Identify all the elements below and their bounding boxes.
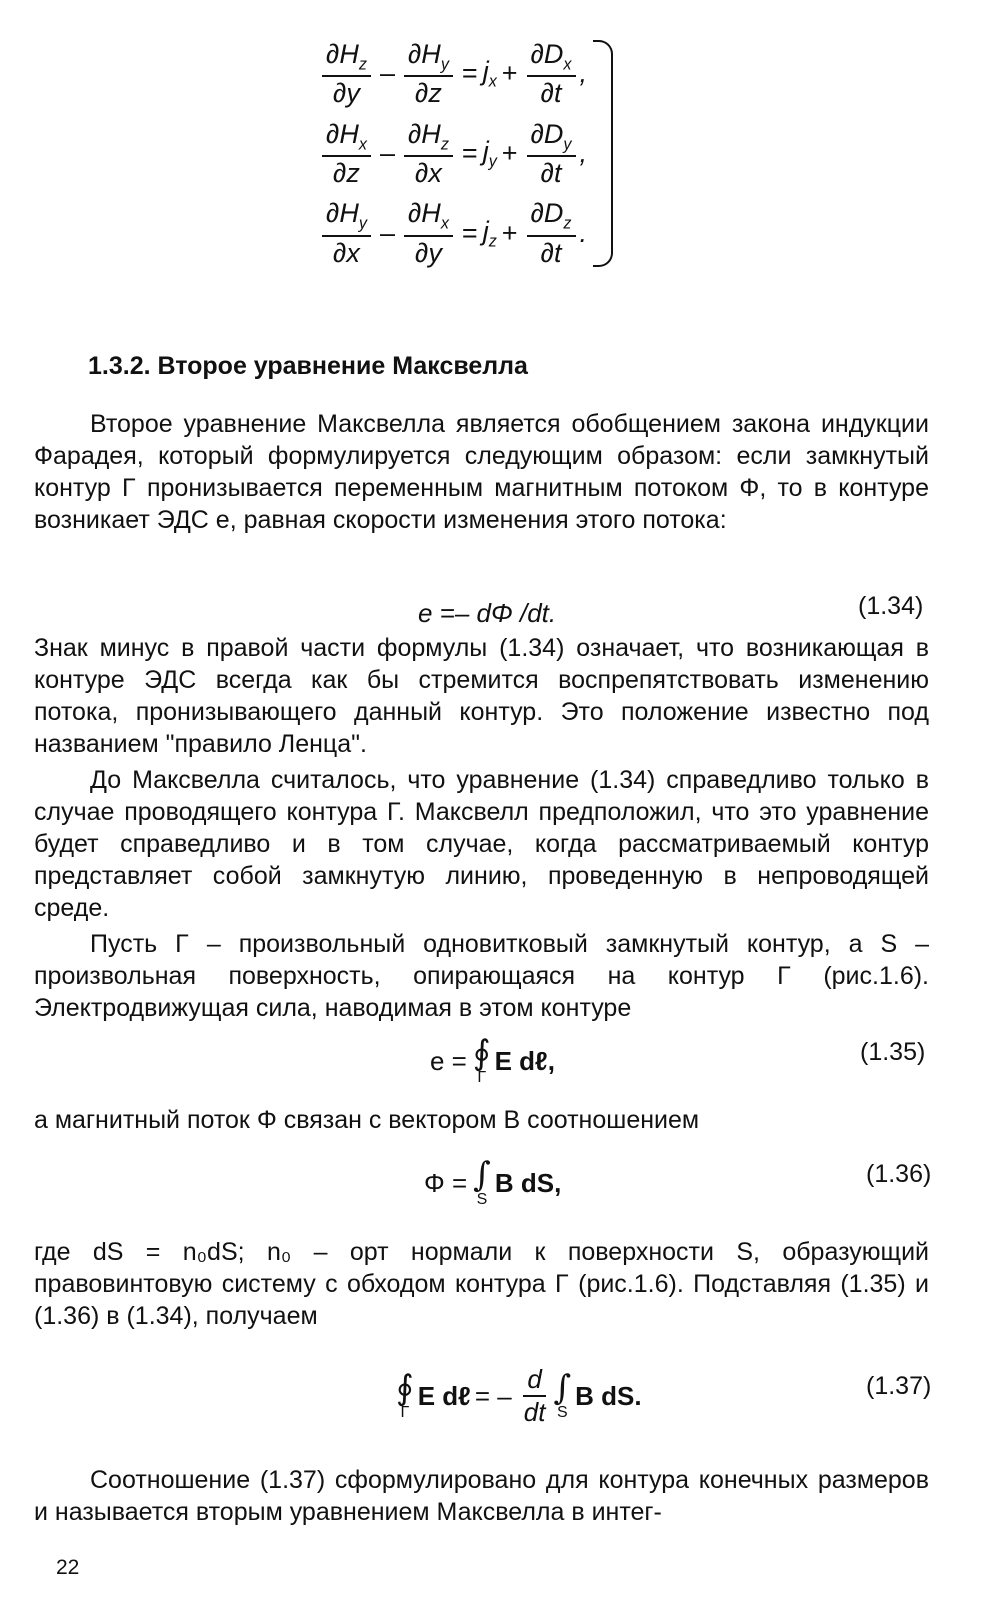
equation-number-1-34: (1.34) — [858, 592, 924, 620]
page-number: 22 — [56, 1556, 80, 1579]
paragraph-5: а магнитный поток Φ связан с вектором B соотношением — [34, 1106, 700, 1134]
equation-row-3: $\frac{\partial H_y}{\partial x}$ – $\frac{\partial H_x}{\partial y}$ = $j_z$ + $\frac{\partial D_z}{\partial t}$ . — [318, 199, 587, 267]
equation-row-2: $\frac{\partial H_x}{\partial z}$ – $\frac{\partial H_z}{\partial x}$ = $j_y$ + $\frac{\partial D_y}{\partial t}$ , — [318, 120, 587, 188]
formula-1-36: Φ = ∫ S B dS, — [424, 1155, 562, 1208]
paragraph-7: Соотношение (1.37) сформулировано для контура конечных размеров и называется вторым уравнением Максвелла в интег- — [34, 1466, 929, 1526]
right-brace — [593, 40, 613, 267]
paragraph-4: Пусть Γ – произвольный одновитковый замкнутый контур, а S – произвольная поверхность, опирающаяся на контур Γ (рис.1.6). Электродвижущая сила, наводимая в этом контуре — [34, 930, 929, 1022]
paragraph-6: где dS = n₀dS; n₀ – орт нормали к поверхности S, образующий правовинтовую систему с обходом контура Γ (рис.1.6). Подставляя (1.35) и (1.36) в (1.34), получаем — [34, 1238, 929, 1330]
equation-number-1-37: (1.37) — [866, 1372, 932, 1400]
formula-1-35: e = ∮ Γ E dℓ, — [430, 1033, 555, 1086]
formula-1-37: ∮ Γ E dℓ = – $\frac{d}{dt}$ ∫ S B dS. — [396, 1364, 642, 1428]
equation-number-1-35: (1.35) — [860, 1038, 926, 1066]
paragraph-3: До Максвелла считалось, что уравнение (1.34) справедливо только в случае проводящего контура Γ. Максвелл предположил, что это уравнение будет справедливо и в том случае, когда рассматриваемый контур представляет собой замкнутую линию, проведенную в непроводящей среде. — [34, 766, 929, 922]
equation-number-1-36: (1.36) — [866, 1160, 932, 1188]
paragraph-1: Второе уравнение Максвелла является обобщением закона индукции Фарадея, который формулируется следующим образом: если замкнутый контур Γ пронизывается переменным магнитным потоком Φ, то в контуре возникает ЭДС e, равная скорости изменения этого потока: — [34, 410, 929, 534]
equation-system — [318, 40, 613, 267]
formula-1-34: e =– dΦ /dt. — [418, 598, 557, 628]
paragraph-2: Знак минус в правой части формулы (1.34) означает, что возникающая в контуре ЭДС всегда как бы стремится воспрепятствовать изменению потока, пронизывающего данный контур. Это положение известно под названием "правило Ленца". — [34, 634, 929, 758]
equation-row-1: $\frac{\partial H_z}{\partial y}$ – $\frac{\partial H_y}{\partial z}$ = $j_x$ + $\frac{\partial D_x}{\partial t}$ , — [318, 40, 587, 108]
section-title: 1.3.2. Второе уравнение Максвелла — [88, 352, 528, 380]
